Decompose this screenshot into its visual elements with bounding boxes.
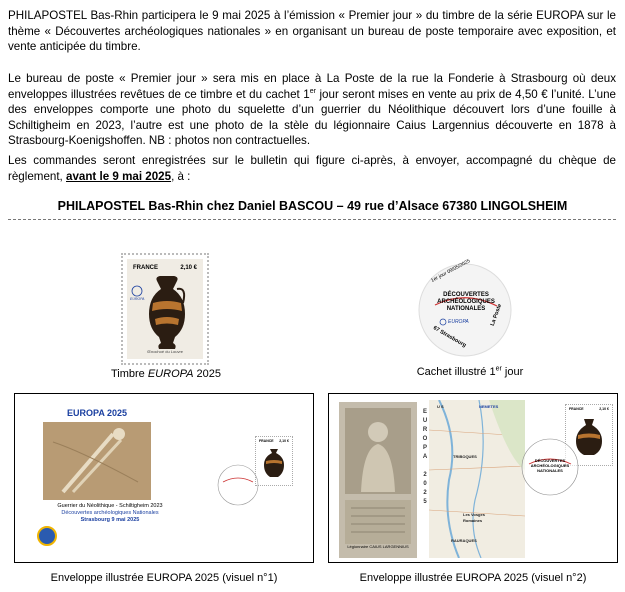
cachet-line2: ARCHÉOLOGIQUES [437, 299, 495, 305]
map-label-triboques: TRIBOQUES [453, 454, 477, 459]
first-day-cachet [415, 260, 515, 360]
order-text-a: Les commandes seront enregistrées sur le bulletin qui figure ci-après, à envoyer, accompagné du chèque de règlement, [8, 154, 616, 183]
details-text-b: jour seront mises en vente au prix de 4,50 € l’unité. L’une des enveloppes comporte une photo du squelette d’un guerrier du Néolithique découvert lors d’une fouille à Schiltigheim en 2023, l’autre est une photo de la stèle du légionnaire Caius Largennius découverte en 1878 à Strasbourg-Koenigshoffen. NB : photos non contractuelles. [8, 87, 616, 148]
stele-illustration [339, 402, 417, 558]
stele-caption: Légionnaire CAIUS LARGENNIUS [347, 544, 409, 549]
env2-cachet-line1: DÉCOUVERTES [534, 458, 566, 463]
dashed-divider [8, 219, 616, 220]
details-paragraph [8, 71, 616, 149]
envelope-1-stamp-country: FRANCE [259, 439, 274, 443]
env2-cachet-line2: ARCHÉOLOGIQUES [530, 463, 570, 468]
vert-8: 0 [423, 481, 427, 487]
stele-photo [339, 402, 417, 558]
envelope-1-stamp-price: 2,10 € [279, 439, 289, 443]
map-label-romaines: Romaines [463, 518, 483, 523]
vert-3: O [422, 436, 428, 442]
env2-cachet-line3: NATIONALES [537, 468, 563, 473]
cachet-caption [400, 366, 540, 378]
cachet-caption-sup: er [495, 365, 502, 373]
cachet-line1: DÉCOUVERTES [443, 292, 489, 298]
envelope-1 [14, 393, 314, 563]
envelope-2-caption: Enveloppe illustrée EUROPA 2025 (visuel n°2) [359, 572, 587, 584]
envelope-1-legend [35, 503, 185, 524]
vert-0: E [422, 409, 427, 415]
stamp-caption-a: Timbre [110, 368, 148, 380]
vert-5: A [422, 454, 428, 460]
vert-4: P [422, 445, 427, 451]
envelope-2-vertical-text [421, 408, 429, 507]
map-label-nemetes: NEMETES [479, 404, 499, 409]
envelope-1-line1: Guerrier du Néolithique - Schiltigheim 2023 [57, 503, 163, 509]
cachet-city: 67 Strasbourg [431, 325, 468, 349]
cachet-caption-b: jour [501, 366, 524, 378]
stamp-face [127, 259, 203, 359]
vase-illustration [127, 259, 207, 363]
mailing-address: PHILAPOSTEL Bas-Rhin chez Daniel BASCOU – 49 rue d’Alsace 67380 LINGOLSHEIM [57, 199, 568, 213]
stamp-caption [96, 368, 236, 380]
envelope-1-title: EUROPA 2025 [67, 408, 128, 418]
intro-paragraph: PHILAPOSTEL Bas-Rhin participera le 9 mai 2025 à l’émission « Premier jour » du timbre de la série EUROPA sur le thème « Découvertes archéologiques nationales » en organisant un bureau de poste temporaire avec exposition, et vente anticipée du timbre. [8, 9, 616, 54]
map-label-vosges: Les Vosges [463, 512, 485, 517]
map-label-rauraques: RAURAQUES [451, 538, 477, 543]
envelope-2-stamp-country: FRANCE [569, 407, 584, 411]
stamp-footer: Œnochoé du Louvre [146, 349, 184, 354]
vert-9: 2 [423, 490, 427, 496]
cachet-laposte: La Poste [489, 303, 504, 327]
order-paragraph [8, 153, 616, 184]
envelope-1-caption: Enveloppe illustrée EUROPA 2025 (visuel n°1) [50, 572, 278, 584]
envelope-1-cachet [215, 462, 261, 508]
cachet-caption-a: Cachet illustré 1 [416, 366, 496, 378]
envelope-2-stamp-price: 2,10 € [599, 407, 609, 411]
europa-star-icon [131, 285, 143, 297]
stamp-caption-c: 2025 [193, 368, 222, 380]
cachet-theme [429, 292, 503, 313]
order-text-b: , à : [171, 169, 191, 183]
cachet-line3: NATIONALES [446, 306, 486, 312]
cachet-date: 1er jour 09/05/2025 [430, 258, 472, 284]
skeleton-illustration [43, 422, 151, 500]
map-illustration [429, 400, 525, 558]
envelope-2-cachet-text [525, 458, 575, 473]
envelope-2-cachet [519, 436, 581, 498]
envelope-2 [328, 393, 618, 563]
cachet-europa: EUROPA [448, 319, 469, 325]
stamp-caption-b: EUROPA [147, 368, 194, 380]
vert-2: R [422, 427, 428, 433]
details-text-a: Le bureau de poste « Premier jour » sera mis en place à La Poste de la rue la Fonderie à Strasbourg où deux enveloppes illustrées revêtues de ce timbre et du cachet 1 [8, 72, 616, 101]
stamp-price: 2,10 € [180, 265, 197, 271]
philapostel-logo [37, 526, 57, 546]
vert-10: 5 [423, 499, 427, 505]
vert-7: 2 [423, 472, 427, 478]
vert-gap [421, 462, 429, 471]
order-deadline: avant le 9 mai 2025 [66, 169, 172, 183]
roman-map [429, 400, 525, 558]
envelope-1-line3: Strasbourg 9 mai 2025 [80, 517, 140, 523]
stamp-europa-label: EUROPA [130, 297, 145, 301]
skeleton-photo [43, 422, 151, 500]
details-sup: er [309, 87, 316, 95]
europa-stamp [121, 253, 209, 365]
vert-1: U [422, 418, 428, 424]
map-label-top: U S [437, 404, 444, 409]
stamp-country: FRANCE [133, 265, 158, 271]
envelope-1-line2: Découvertes archéologiques Nationales [61, 510, 159, 516]
envelope-1-vase [256, 437, 292, 485]
